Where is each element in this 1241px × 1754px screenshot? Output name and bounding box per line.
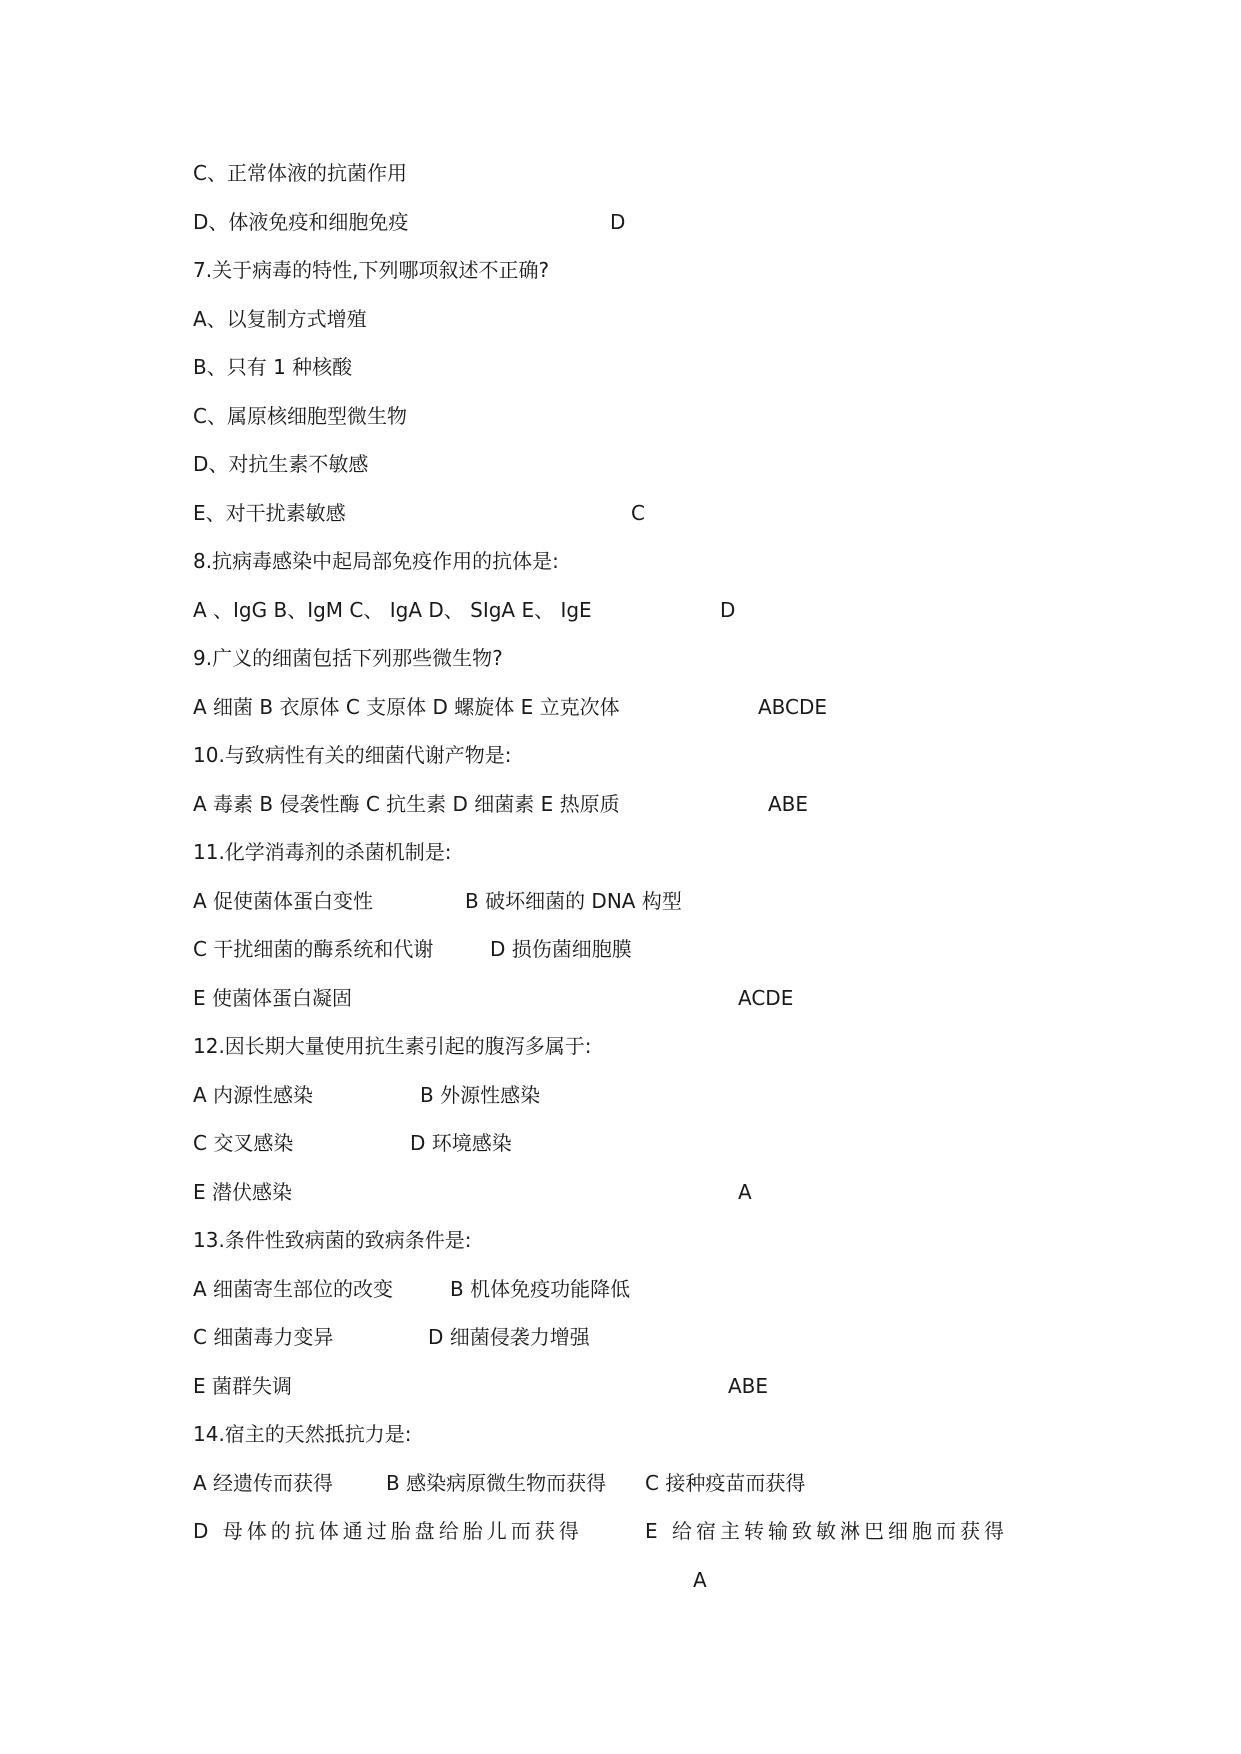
answer-key: A xyxy=(738,1180,752,1204)
answer-key: D xyxy=(610,210,626,234)
answer-key: ACDE xyxy=(738,986,794,1010)
option-text: A 、IgG B、IgM C、 IgA D、 SIgA E、 IgE xyxy=(193,598,592,622)
option-text: E 菌群失调 xyxy=(193,1374,292,1398)
option-text: A、以复制方式增殖 xyxy=(193,307,367,331)
option-text: C 交叉感染 xyxy=(193,1131,294,1155)
option-text: E、对干扰素敏感 xyxy=(193,501,346,525)
question-text: 9.广义的细菌包括下列那些微生物? xyxy=(193,646,503,670)
option-text: D 环境感染 xyxy=(410,1131,512,1155)
question-text: 13.条件性致病菌的致病条件是: xyxy=(193,1228,472,1252)
option-text: C、正常体液的抗菌作用 xyxy=(193,161,407,185)
answer-key: ABE xyxy=(728,1374,769,1398)
option-text: A 经遗传而获得 xyxy=(193,1471,334,1495)
option-text: A 细菌 B 衣原体 C 支原体 D 螺旋体 E 立克次体 xyxy=(193,695,620,719)
option-text: E 使菌体蛋白凝固 xyxy=(193,986,352,1010)
question-text: 11.化学消毒剂的杀菌机制是: xyxy=(193,840,452,864)
question-text: 8.抗病毒感染中起局部免疫作用的抗体是: xyxy=(193,549,559,573)
question-text: 12.因长期大量使用抗生素引起的腹泻多属于: xyxy=(193,1034,592,1058)
question-text: 14.宿主的天然抵抗力是: xyxy=(193,1422,412,1446)
option-text: C、属原核细胞型微生物 xyxy=(193,404,407,428)
option-text: D 母体的抗体通过胎盘给胎儿而获得 xyxy=(193,1519,583,1543)
option-text: C 细菌毒力变异 xyxy=(193,1325,334,1349)
option-text: A 促使菌体蛋白变性 xyxy=(193,889,374,913)
option-text: B、只有 1 种核酸 xyxy=(193,355,353,379)
question-text: 10.与致病性有关的细菌代谢产物是: xyxy=(193,743,512,767)
option-text: C 接种疫苗而获得 xyxy=(645,1471,806,1495)
option-text: E 给宿主转输致敏淋巴细胞而获得 xyxy=(645,1519,1008,1543)
option-text: B 破坏细菌的 DNA 构型 xyxy=(465,889,682,913)
option-text: B 外源性感染 xyxy=(420,1083,541,1107)
option-text: D 细菌侵袭力增强 xyxy=(428,1325,590,1349)
option-text: D、对抗生素不敏感 xyxy=(193,452,369,476)
answer-key: ABCDE xyxy=(758,695,828,719)
answer-key: ABE xyxy=(768,792,809,816)
answer-key: C xyxy=(631,501,645,525)
option-text: A 毒素 B 侵袭性酶 C 抗生素 D 细菌素 E 热原质 xyxy=(193,792,620,816)
answer-key: A xyxy=(693,1568,707,1592)
answer-key: D xyxy=(720,598,736,622)
option-text: C 干扰细菌的酶系统和代谢 xyxy=(193,937,434,961)
option-text: D、体液免疫和细胞免疫 xyxy=(193,210,409,234)
option-text: A 细菌寄生部位的改变 xyxy=(193,1277,394,1301)
option-text: B 感染病原微生物而获得 xyxy=(386,1471,607,1495)
option-text: D 损伤菌细胞膜 xyxy=(490,937,632,961)
option-text: A 内源性感染 xyxy=(193,1083,314,1107)
option-text: B 机体免疫功能降低 xyxy=(450,1277,631,1301)
question-text: 7.关于病毒的特性,下列哪项叙述不正确? xyxy=(193,258,550,282)
option-text: E 潜伏感染 xyxy=(193,1180,292,1204)
